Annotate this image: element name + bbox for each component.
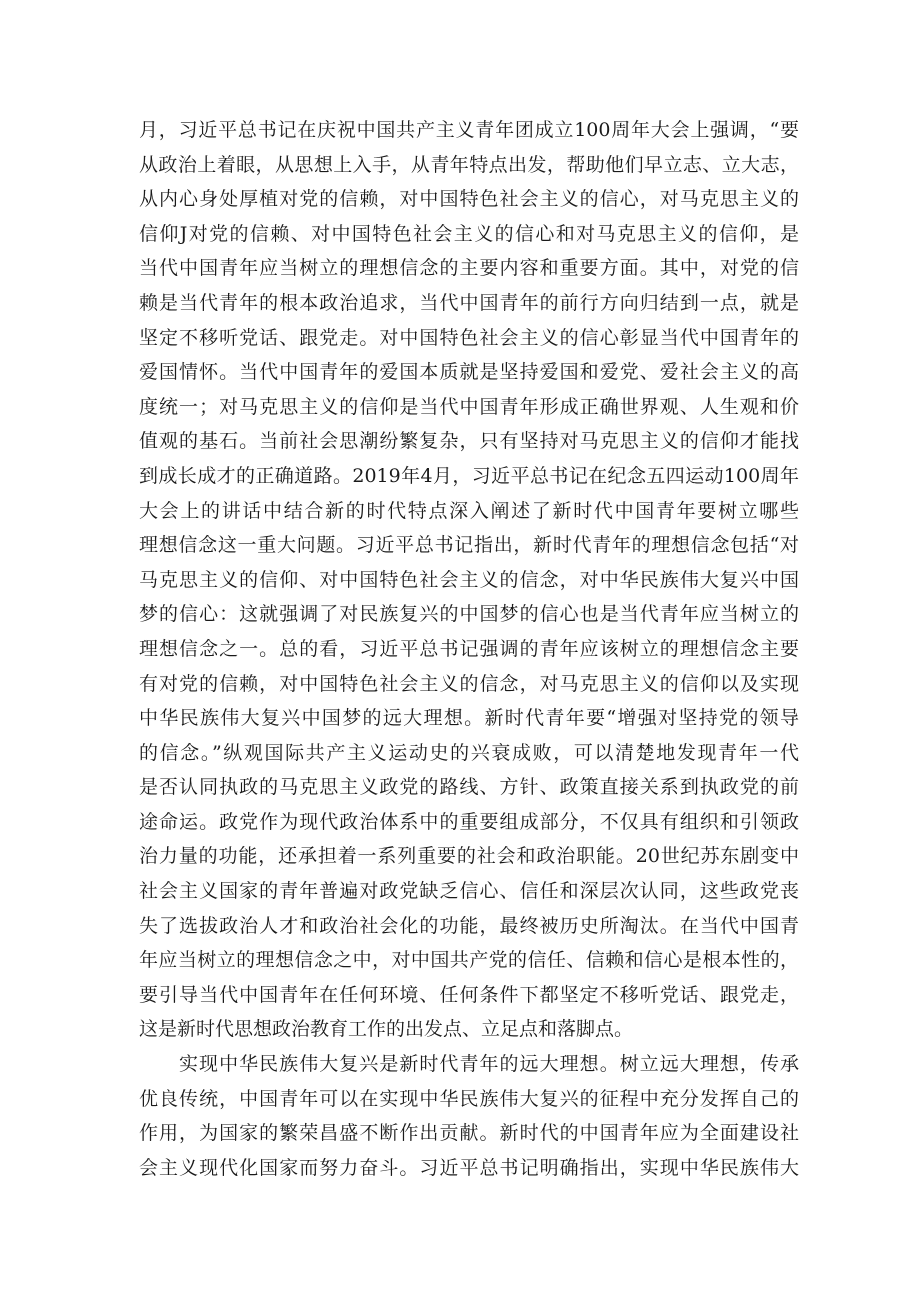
text-line: 爱国情怀。当代中国青年的爱国本质就是坚持爱国和爱党、爱社会主义的高 <box>139 361 799 384</box>
text-line: 有对党的信赖，对中国特色社会主义的信念，对马克思主义的信仰以及实现 <box>139 672 799 695</box>
text-line: 社会主义国家的青年普遍对政党缺乏信心、信任和深层次认同，这些政党丧 <box>139 880 799 903</box>
text-line: 月，习近平总书记在庆祝中国共产主义青年团成立100周年大会上强调，“要 <box>139 119 799 141</box>
text-line: 从内心身处厚植对党的信赖，对中国特色社会主义的信心，对马克思主义的 <box>139 188 799 211</box>
text-line: 梦的信心：这就强调了对民族复兴的中国梦的信心也是当代青年应当树立的 <box>139 603 799 626</box>
text-line: 的信念。”纵观国际共产主义运动史的兴衰成败，可以清楚地发现青年一代 <box>139 741 799 764</box>
text-line: 当代中国青年应当树立的理想信念的主要内容和重要方面。其中，对党的信 <box>139 257 799 280</box>
text-line: 中华民族伟大复兴中国梦的远大理想。新时代青年要“增强对坚持党的领导 <box>139 707 799 730</box>
text-line: 信仰J对党的信赖、对中国特色社会主义的信心和对马克思主义的信仰，是 <box>139 222 799 245</box>
text-line: 要引导当代中国青年在任何环境、任何条件下都坚定不移听党话、跟党走， <box>139 983 799 1006</box>
text-line: 是否认同执政的马克思主义政党的路线、方针、政策直接关系到执政党的前 <box>139 776 799 799</box>
text-line: 从政治上着眼，从思想上入手，从青年特点出发，帮助他们早立志、立大志， <box>139 153 799 176</box>
text-line: 度统一；对马克思主义的信仰是当代中国青年形成正确世界观、人生观和价 <box>139 395 799 418</box>
text-line: 值观的基石。当前社会思潮纷繁复杂，只有坚持对马克思主义的信仰才能找 <box>139 430 799 453</box>
text-line: 马克思主义的信仰、对中国特色社会主义的信念，对中华民族伟大复兴中国 <box>139 568 799 591</box>
text-line: 理想信念之一。总的看，习近平总书记强调的青年应该树立的理想信念主要 <box>139 637 799 660</box>
text-line: 大会上的讲话中结合新的时代特点深入阐述了新时代中国青年要树立哪些 <box>139 499 799 522</box>
text-line: 年应当树立的理想信念之中，对中国共产党的信任、信赖和信心是根本性的， <box>139 949 799 972</box>
text-line: 到成长成才的正确道路。2019年4月，习近平总书记在纪念五四运动100周年 <box>139 464 799 487</box>
text-line: 作用，为国家的繁荣昌盛不断作出贡献。新时代的中国青年应为全面建设社 <box>139 1122 799 1145</box>
text-line: 优良传统，中国青年可以在实现中华民族伟大复兴的征程中充分发挥自己的 <box>139 1087 799 1110</box>
text-line: 途命运。政党作为现代政治体系中的重要组成部分，不仅具有组织和引领政 <box>139 810 799 833</box>
text-line: 治力量的功能，还承担着一系列重要的社会和政治职能。20世纪苏东剧变中 <box>139 845 799 868</box>
text-line: 坚定不移听党话、跟党走。对中国特色社会主义的信心彰显当代中国青年的 <box>139 326 799 349</box>
paragraph-start-line: 实现中华民族伟大复兴是新时代青年的远大理想。树立远大理想，传承 <box>179 1053 799 1076</box>
text-line: 会主义现代化国家而努力奋斗。习近平总书记明确指出，实现中华民族伟大 <box>139 1156 799 1179</box>
text-line: 失了选拔政治人才和政治社会化的功能，最终被历史所淘汰。在当代中国青 <box>139 914 799 937</box>
text-line: 赖是当代青年的根本政治追求，当代中国青年的前行方向归结到一点，就是 <box>139 291 799 314</box>
body-text <box>139 113 799 1185</box>
paragraph-end-line: 这是新时代思想政治教育工作的出发点、立足点和落脚点。 <box>139 1018 634 1041</box>
text-line: 理想信念这一重大问题。习近平总书记指出，新时代青年的理想信念包括“对 <box>139 534 799 557</box>
